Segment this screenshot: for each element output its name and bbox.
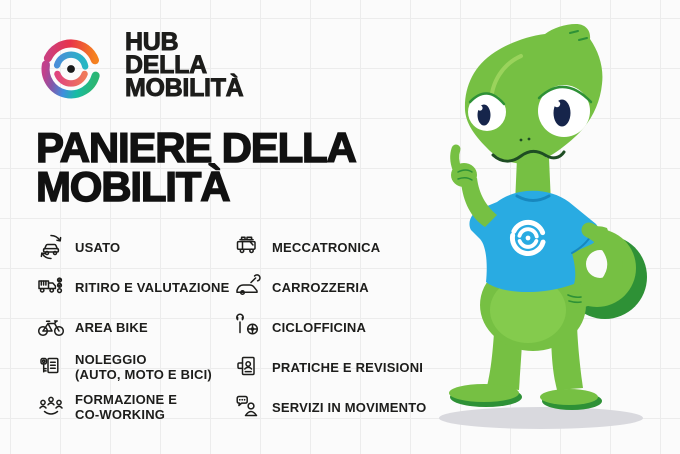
service-item-pratiche-e-revisioni [233, 347, 449, 387]
service-item-formazione-e-coworking [36, 387, 232, 427]
service-item-area-bike [36, 307, 232, 347]
page-title-line-2: MOBILITÀ [36, 163, 230, 210]
services-column-left [36, 227, 232, 427]
ground-shadow [439, 407, 643, 429]
chameleon-mascot [433, 12, 667, 440]
bike-wrench-icon [233, 312, 263, 342]
person-chat-icon [233, 392, 263, 422]
service-item-ciclofficina [233, 307, 449, 347]
service-label: CARROZZERIA [272, 279, 369, 295]
page-title [36, 124, 356, 210]
service-label: PRATICHE E REVISIONI [272, 359, 424, 375]
service-item-usato [36, 227, 232, 267]
key-document-icon [36, 352, 66, 382]
document-id-icon [233, 352, 263, 382]
mascot-left-arm-thumbs-up [451, 149, 497, 227]
service-item-servizi-in-movimento [233, 387, 449, 427]
service-label: FORMAZIONE E CO-WORKING [75, 392, 178, 422]
service-label: USATO [75, 239, 121, 255]
service-label: NOLEGGIO (AUTO, MOTO E BICI) [75, 352, 212, 382]
service-label: AREA BIKE [75, 319, 148, 335]
service-item-noleggio [36, 347, 232, 387]
service-item-meccatronica [233, 227, 449, 267]
service-label: SERVIZI IN MOVIMENTO [272, 399, 427, 415]
service-item-ritiro-e-valutazione [36, 267, 232, 307]
service-label: MECCATRONICA [272, 239, 381, 255]
service-item-carrozzeria [233, 267, 449, 307]
used-car-icon [36, 232, 66, 262]
hub-spiral-logo-icon [37, 35, 105, 103]
brand-wordmark [125, 28, 244, 102]
service-van-icon [233, 232, 263, 262]
tow-truck-checklist-icon [36, 272, 66, 302]
service-label: CICLOFFICINA [272, 319, 367, 335]
brand-line-2: DELLA [125, 51, 207, 79]
brand-line-1: HUB [125, 28, 179, 56]
people-meeting-icon [36, 392, 66, 422]
services-column-right [233, 227, 449, 427]
service-label: RITIRO E VALUTAZIONE [75, 279, 230, 295]
brand-line-3: MOBILITÀ [125, 74, 244, 102]
car-body-repair-icon [233, 272, 263, 302]
page-title-line-1: PANIERE DELLA [36, 124, 356, 171]
bicycle-icon [36, 312, 66, 342]
